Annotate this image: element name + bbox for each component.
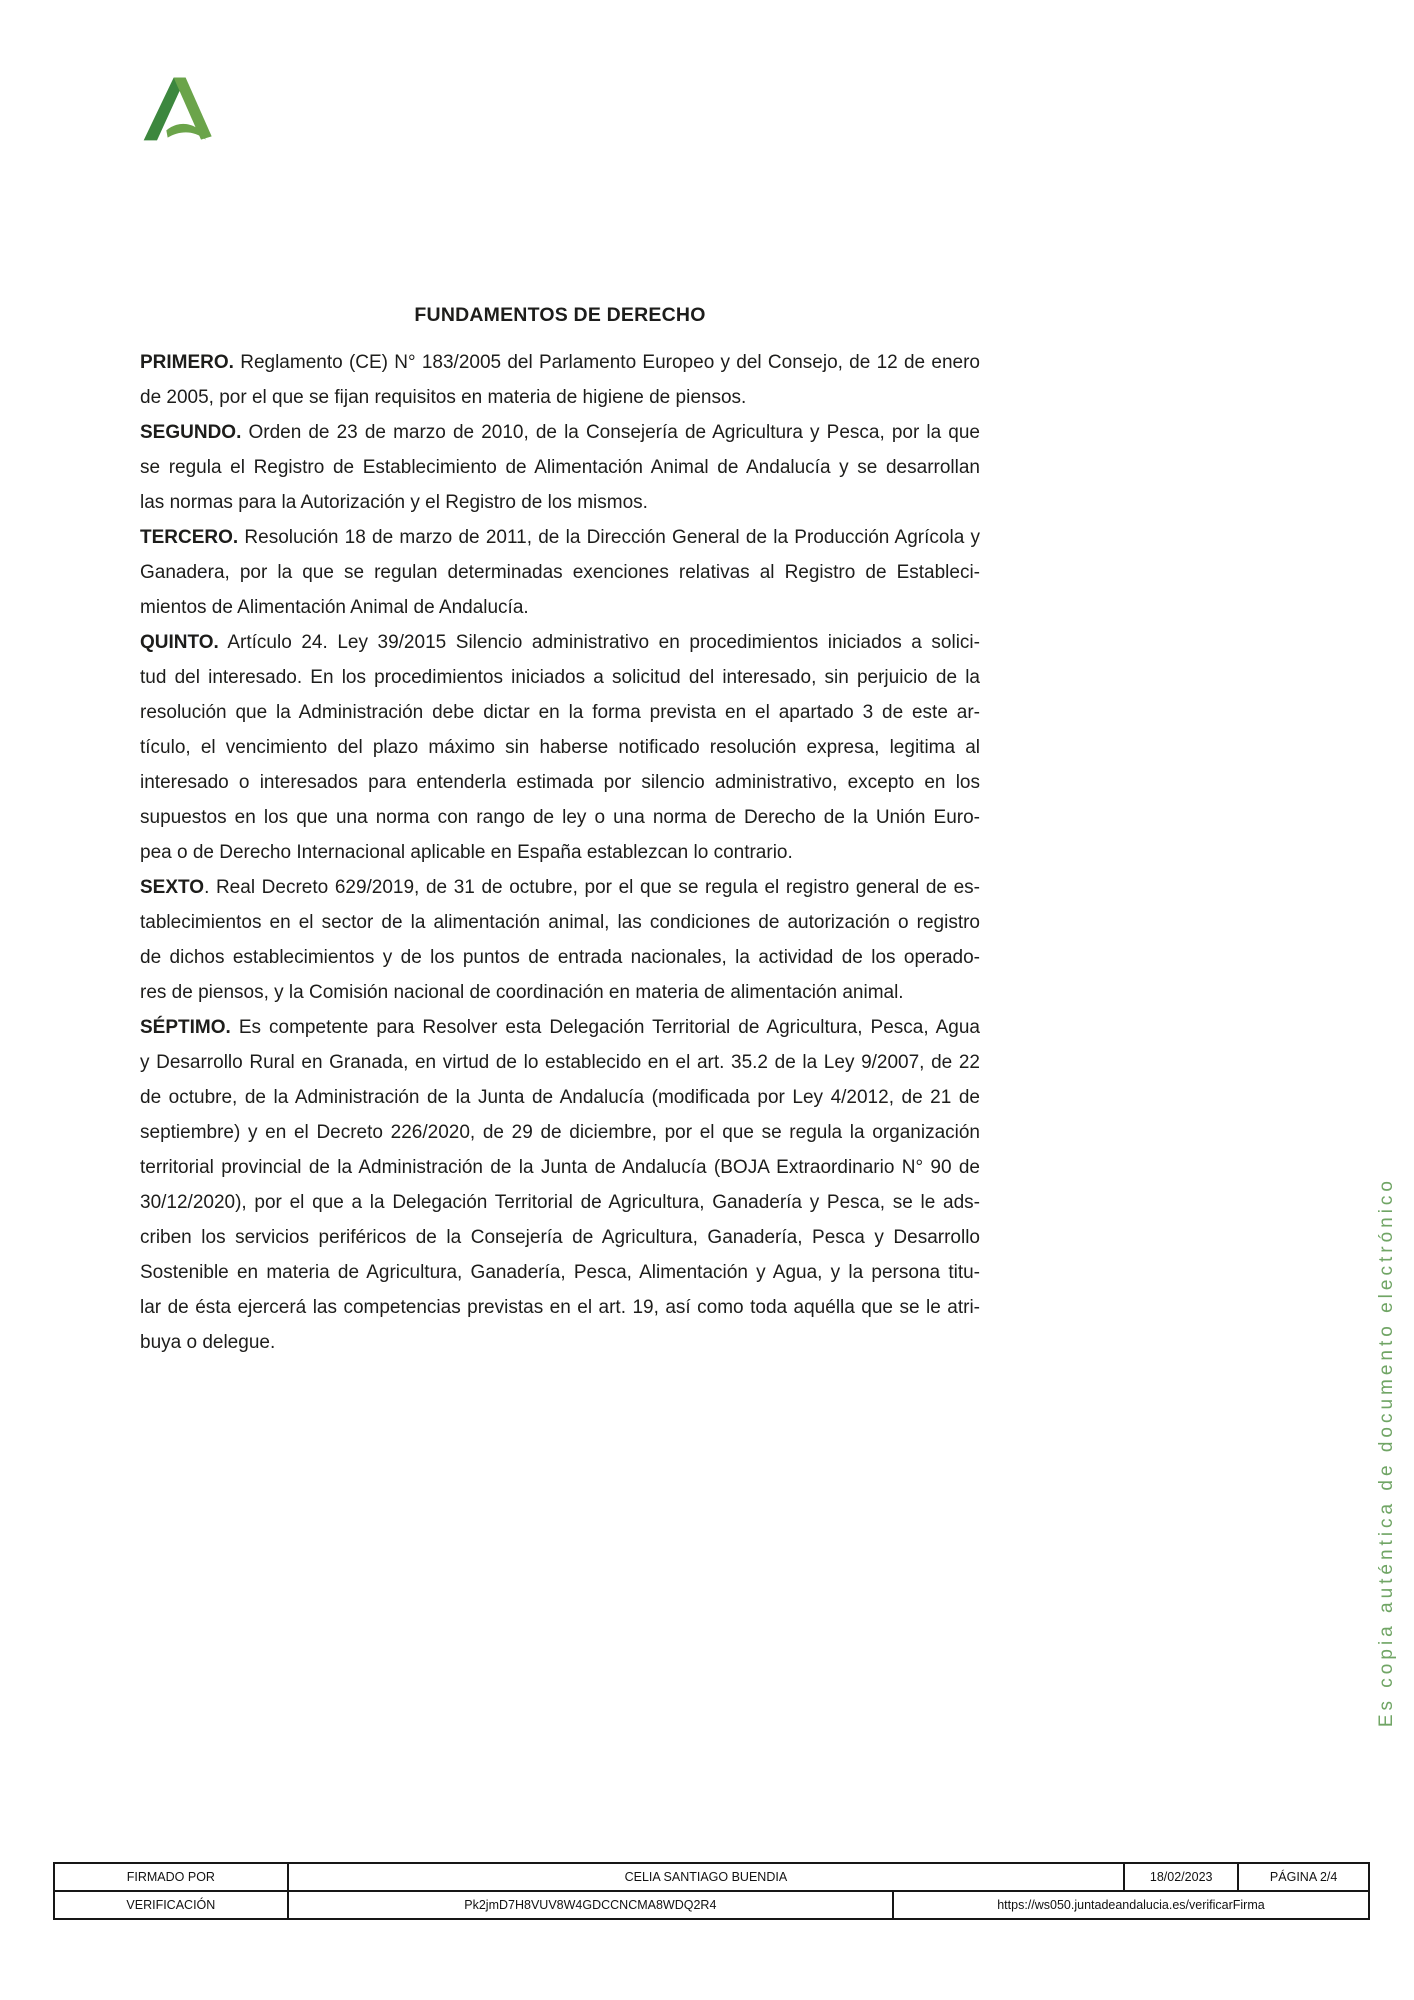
paragraph-line: y Desarrollo Rural en Granada, en virtud de lo establecido en el art. 35.2 de la Ley 9/2007, de 22 xyxy=(140,1052,980,1073)
paragraph-label: PRIMERO. xyxy=(140,352,234,373)
junta-de-andalucia-logo xyxy=(137,68,217,150)
paragraph-line: de dichos establecimientos y de los puntos de entrada nacionales, la actividad de los operado- xyxy=(140,947,980,968)
footer-signed-by-label: FIRMADO POR xyxy=(55,1864,289,1890)
signature-footer-table xyxy=(53,1862,1370,1920)
paragraph-line: septiembre) y en el Decreto 226/2020, de 29 de diciembre, por el que se regula la organización xyxy=(140,1122,980,1143)
paragraph-line: tablecimientos en el sector de la alimentación animal, las condiciones de autorización o registro xyxy=(140,912,980,933)
paragraph-line: se regula el Registro de Establecimiento de Alimentación Animal de Andalucía y se desarrollan xyxy=(140,457,980,478)
paragraph-line: interesado o interesados para entenderla estimada por silencio administrativo, excepto en los xyxy=(140,772,980,793)
paragraph-line: lar de ésta ejercerá las competencias previstas en el art. 19, así como toda aquélla que se le atri- xyxy=(140,1297,980,1318)
paragraph-line: tud del interesado. En los procedimientos iniciados a solicitud del interesado, sin perjuicio de la xyxy=(140,667,980,688)
document-title: FUNDAMENTOS DE DERECHO xyxy=(414,304,706,326)
paragraphs xyxy=(140,345,980,1360)
paragraph-line: de octubre, de la Administración de la Junta de Andalucía (modificada por Ley 4/2012, de 21 de xyxy=(140,1087,980,1108)
footer-verification-label: VERIFICACIÓN xyxy=(55,1892,289,1918)
footer-row-signed xyxy=(55,1864,1368,1890)
paragraph-line: QUINTO. Artículo 24. Ley 39/2015 Silencio administrativo en procedimientos iniciados a solici- xyxy=(140,632,980,653)
paragraph-line: de 2005, por el que se fijan requisitos en materia de higiene de piensos. xyxy=(140,387,747,408)
paragraph-line: mientos de Alimentación Animal de Andalucía. xyxy=(140,597,529,618)
paragraph-line: las normas para la Autorización y el Registro de los mismos. xyxy=(140,492,648,513)
paragraph-line: TERCERO. Resolución 18 de marzo de 2011, de la Dirección General de la Producción Agrícola y xyxy=(140,527,980,548)
paragraph-line: SEXTO. Real Decreto 629/2019, de 31 de octubre, por el que se regula el registro general de es- xyxy=(140,877,980,898)
paragraph-line: supuestos en los que una norma con rango de ley o una norma de Derecho de la Unión Euro- xyxy=(140,807,980,828)
paragraph-line: res de piensos, y la Comisión nacional de coordinación en materia de alimentación animal. xyxy=(140,982,904,1003)
paragraph-line: resolución que la Administración debe dictar en la forma prevista en el apartado 3 de este ar- xyxy=(140,702,980,723)
paragraph-line: SEGUNDO. Orden de 23 de marzo de 2010, de la Consejería de Agricultura y Pesca, por la que xyxy=(140,422,980,443)
paragraph-line: buya o delegue. xyxy=(140,1332,276,1353)
paragraph-label: SEXTO xyxy=(140,877,205,898)
paragraph-line: SÉPTIMO. Es competente para Resolver esta Delegación Territorial de Agricultura, Pesca, Agua xyxy=(140,1017,980,1038)
paragraph-line: Sostenible en materia de Agricultura, Ganadería, Pesca, Alimentación y Agua, y la persona titu- xyxy=(140,1262,980,1283)
footer-row-verification xyxy=(55,1890,1368,1918)
paragraph-line: territorial provincial de la Administración de la Junta de Andalucía (BOJA Extraordinario N° 90 de xyxy=(140,1157,980,1178)
paragraph-label: TERCERO. xyxy=(140,527,239,548)
paragraph-label: SÉPTIMO. xyxy=(140,1017,231,1038)
footer-verification-code: Pk2jmD7H8VUV8W4GDCCNCMA8WDQ2R4 xyxy=(289,1892,894,1918)
vertical-copy-note: Es copia auténtica de documento electrónico xyxy=(1376,1176,1397,1727)
paragraph-line: Ganadera, por la que se regulan determinadas exenciones relativas al Registro de Estableci- xyxy=(140,562,980,583)
document-body xyxy=(140,298,980,1360)
footer-sign-date: 18/02/2023 xyxy=(1125,1864,1239,1890)
paragraph-line: tículo, el vencimiento del plazo máximo sin haberse notificado resolución expresa, legitima al xyxy=(140,737,980,758)
paragraph-line: criben los servicios periféricos de la Consejería de Agricultura, Ganadería, Pesca y Desarrollo xyxy=(140,1227,980,1248)
paragraph-line: 30/12/2020), por el que a la Delegación Territorial de Agricultura, Ganadería y Pesca, se le ads- xyxy=(140,1192,980,1213)
paragraph-label: SEGUNDO. xyxy=(140,422,242,443)
footer-signer-name: CELIA SANTIAGO BUENDIA xyxy=(289,1864,1125,1890)
paragraph-label: QUINTO. xyxy=(140,632,219,653)
footer-verification-url: https://ws050.juntadeandalucia.es/verificarFirma xyxy=(997,1898,1265,1912)
paragraph-line: pea o de Derecho Internacional aplicable en España establezcan lo contrario. xyxy=(140,842,793,863)
footer-page-indicator: PÁGINA 2/4 xyxy=(1269,1870,1338,1884)
paragraph-line: PRIMERO. Reglamento (CE) N° 183/2005 del Parlamento Europeo y del Consejo, de 12 de enero xyxy=(140,352,980,373)
